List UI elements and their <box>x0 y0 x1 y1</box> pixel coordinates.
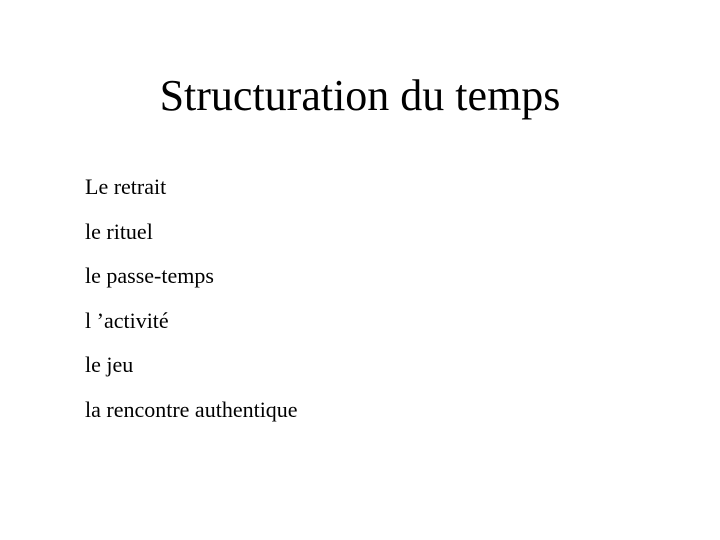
list-item: le jeu <box>85 352 134 378</box>
list-item: le rituel <box>85 218 153 244</box>
list-item: Le retrait <box>85 174 167 199</box>
bullet-list <box>85 170 298 438</box>
list-item: la rencontre authentique <box>85 396 298 422</box>
list-item: le passe-temps <box>85 263 214 289</box>
slide-title: Structuration du temps <box>159 71 561 120</box>
list-item: l ’activité <box>85 307 169 333</box>
